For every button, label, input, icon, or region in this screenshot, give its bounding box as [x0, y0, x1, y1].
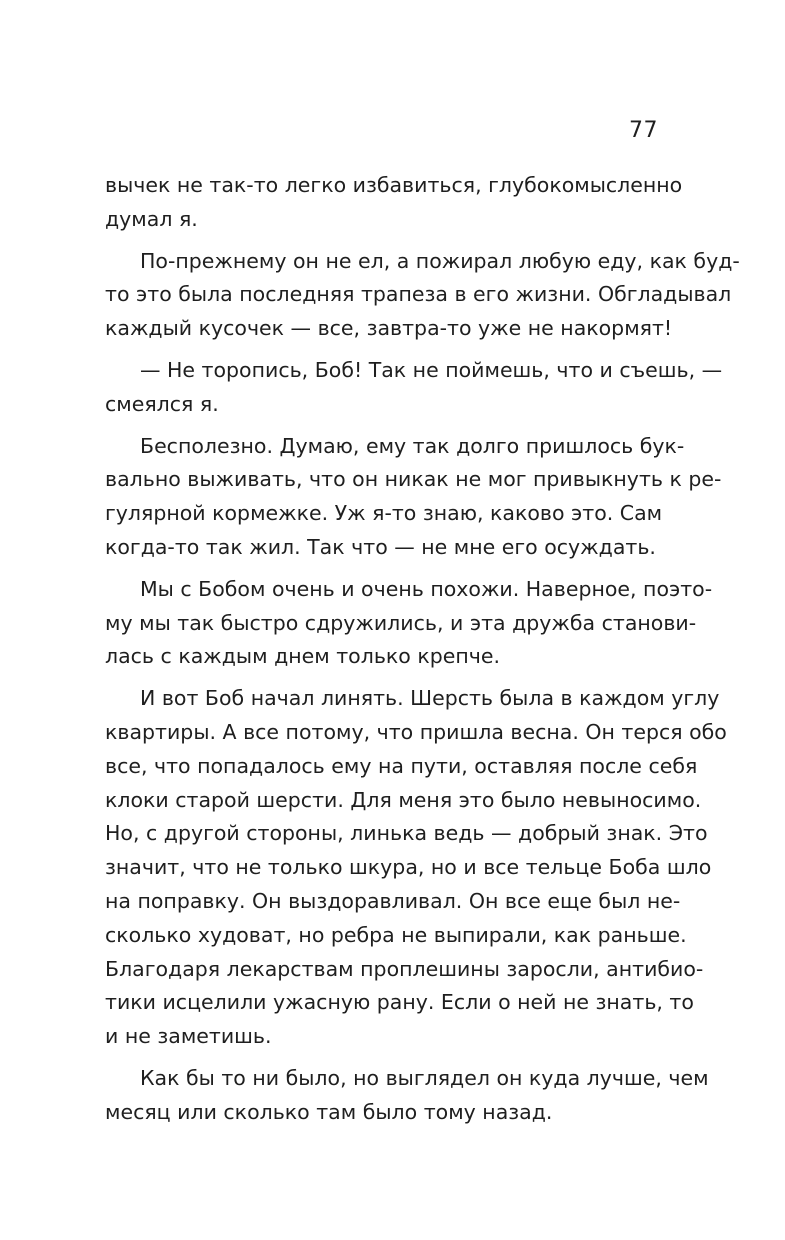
text-line: думал я. [105, 206, 198, 231]
text-line: квартиры. А все потому, что пришла весна. Он терся обо [105, 719, 727, 744]
text-line: По-прежнему он не ел, а пожирал любую еду, как буд- [140, 248, 740, 273]
page-number: 77 [629, 118, 658, 143]
paragraph [105, 430, 722, 565]
text-line: все, что попадалось ему на пути, оставляя после себя [105, 753, 698, 778]
text-line: клоки старой шерсти. Для меня это было невыносимо. [105, 787, 702, 812]
text-line: Мы с Бобом очень и очень похожи. Наверное, поэто- [140, 576, 713, 601]
text-line: — Не торопись, Боб! Так не поймешь, что и съешь, — [140, 357, 723, 382]
text-line: на поправку. Он выздоравливал. Он все еще был не- [105, 888, 681, 913]
text-line: Благодаря лекарствам проплешины заросли, антибио- [105, 956, 704, 981]
text-line: и не заметишь. [105, 1024, 272, 1049]
text-line: значит, что не только шкура, но и все тельце Боба шло [105, 855, 712, 880]
text-line: месяц или сколько там было тому назад. [105, 1099, 553, 1124]
text-line: вычек не так-то легко избавиться, глубокомысленно [105, 173, 683, 197]
paragraph [105, 354, 723, 422]
text-line: вально выживать, что он никак не мог привыкнуть к ре- [105, 467, 722, 492]
text-line: когда-то так жил. Так что — не мне его осуждать. [105, 534, 656, 559]
paragraph [105, 682, 727, 1054]
text-line: гулярной кормежке. Уж я-то знаю, каково это. Сам [105, 501, 663, 526]
paragraph [105, 245, 740, 346]
paragraph [105, 1062, 709, 1130]
text-line: смеялся я. [105, 391, 219, 416]
text-line: Как бы то ни было, но выглядел он куда лучше, чем [140, 1065, 709, 1090]
text-line: Но, с другой стороны, линька ведь — добрый знак. Это [105, 821, 708, 846]
text-line: каждый кусочек — все, завтра-то уже не накормят! [105, 316, 673, 341]
body-text [105, 169, 740, 1138]
text-line: му мы так быстро сдружились, и эта дружба станови- [105, 610, 697, 635]
text-line: лась с каждым днем только крепче. [105, 644, 501, 669]
text-line: сколько худоват, но ребра не выпирали, как раньше. [105, 922, 687, 947]
text-line: Бесполезно. Думаю, ему так долго пришлось бук- [140, 433, 685, 458]
text-line: тики исцелили ужасную рану. Если о ней не знать, то [105, 990, 694, 1015]
paragraph [105, 169, 683, 237]
text-line: И вот Боб начал линять. Шерсть была в каждом углу [140, 686, 720, 711]
paragraph [105, 573, 713, 674]
text-line: то это была последняя трапеза в его жизни. Обгладывал [105, 282, 732, 307]
